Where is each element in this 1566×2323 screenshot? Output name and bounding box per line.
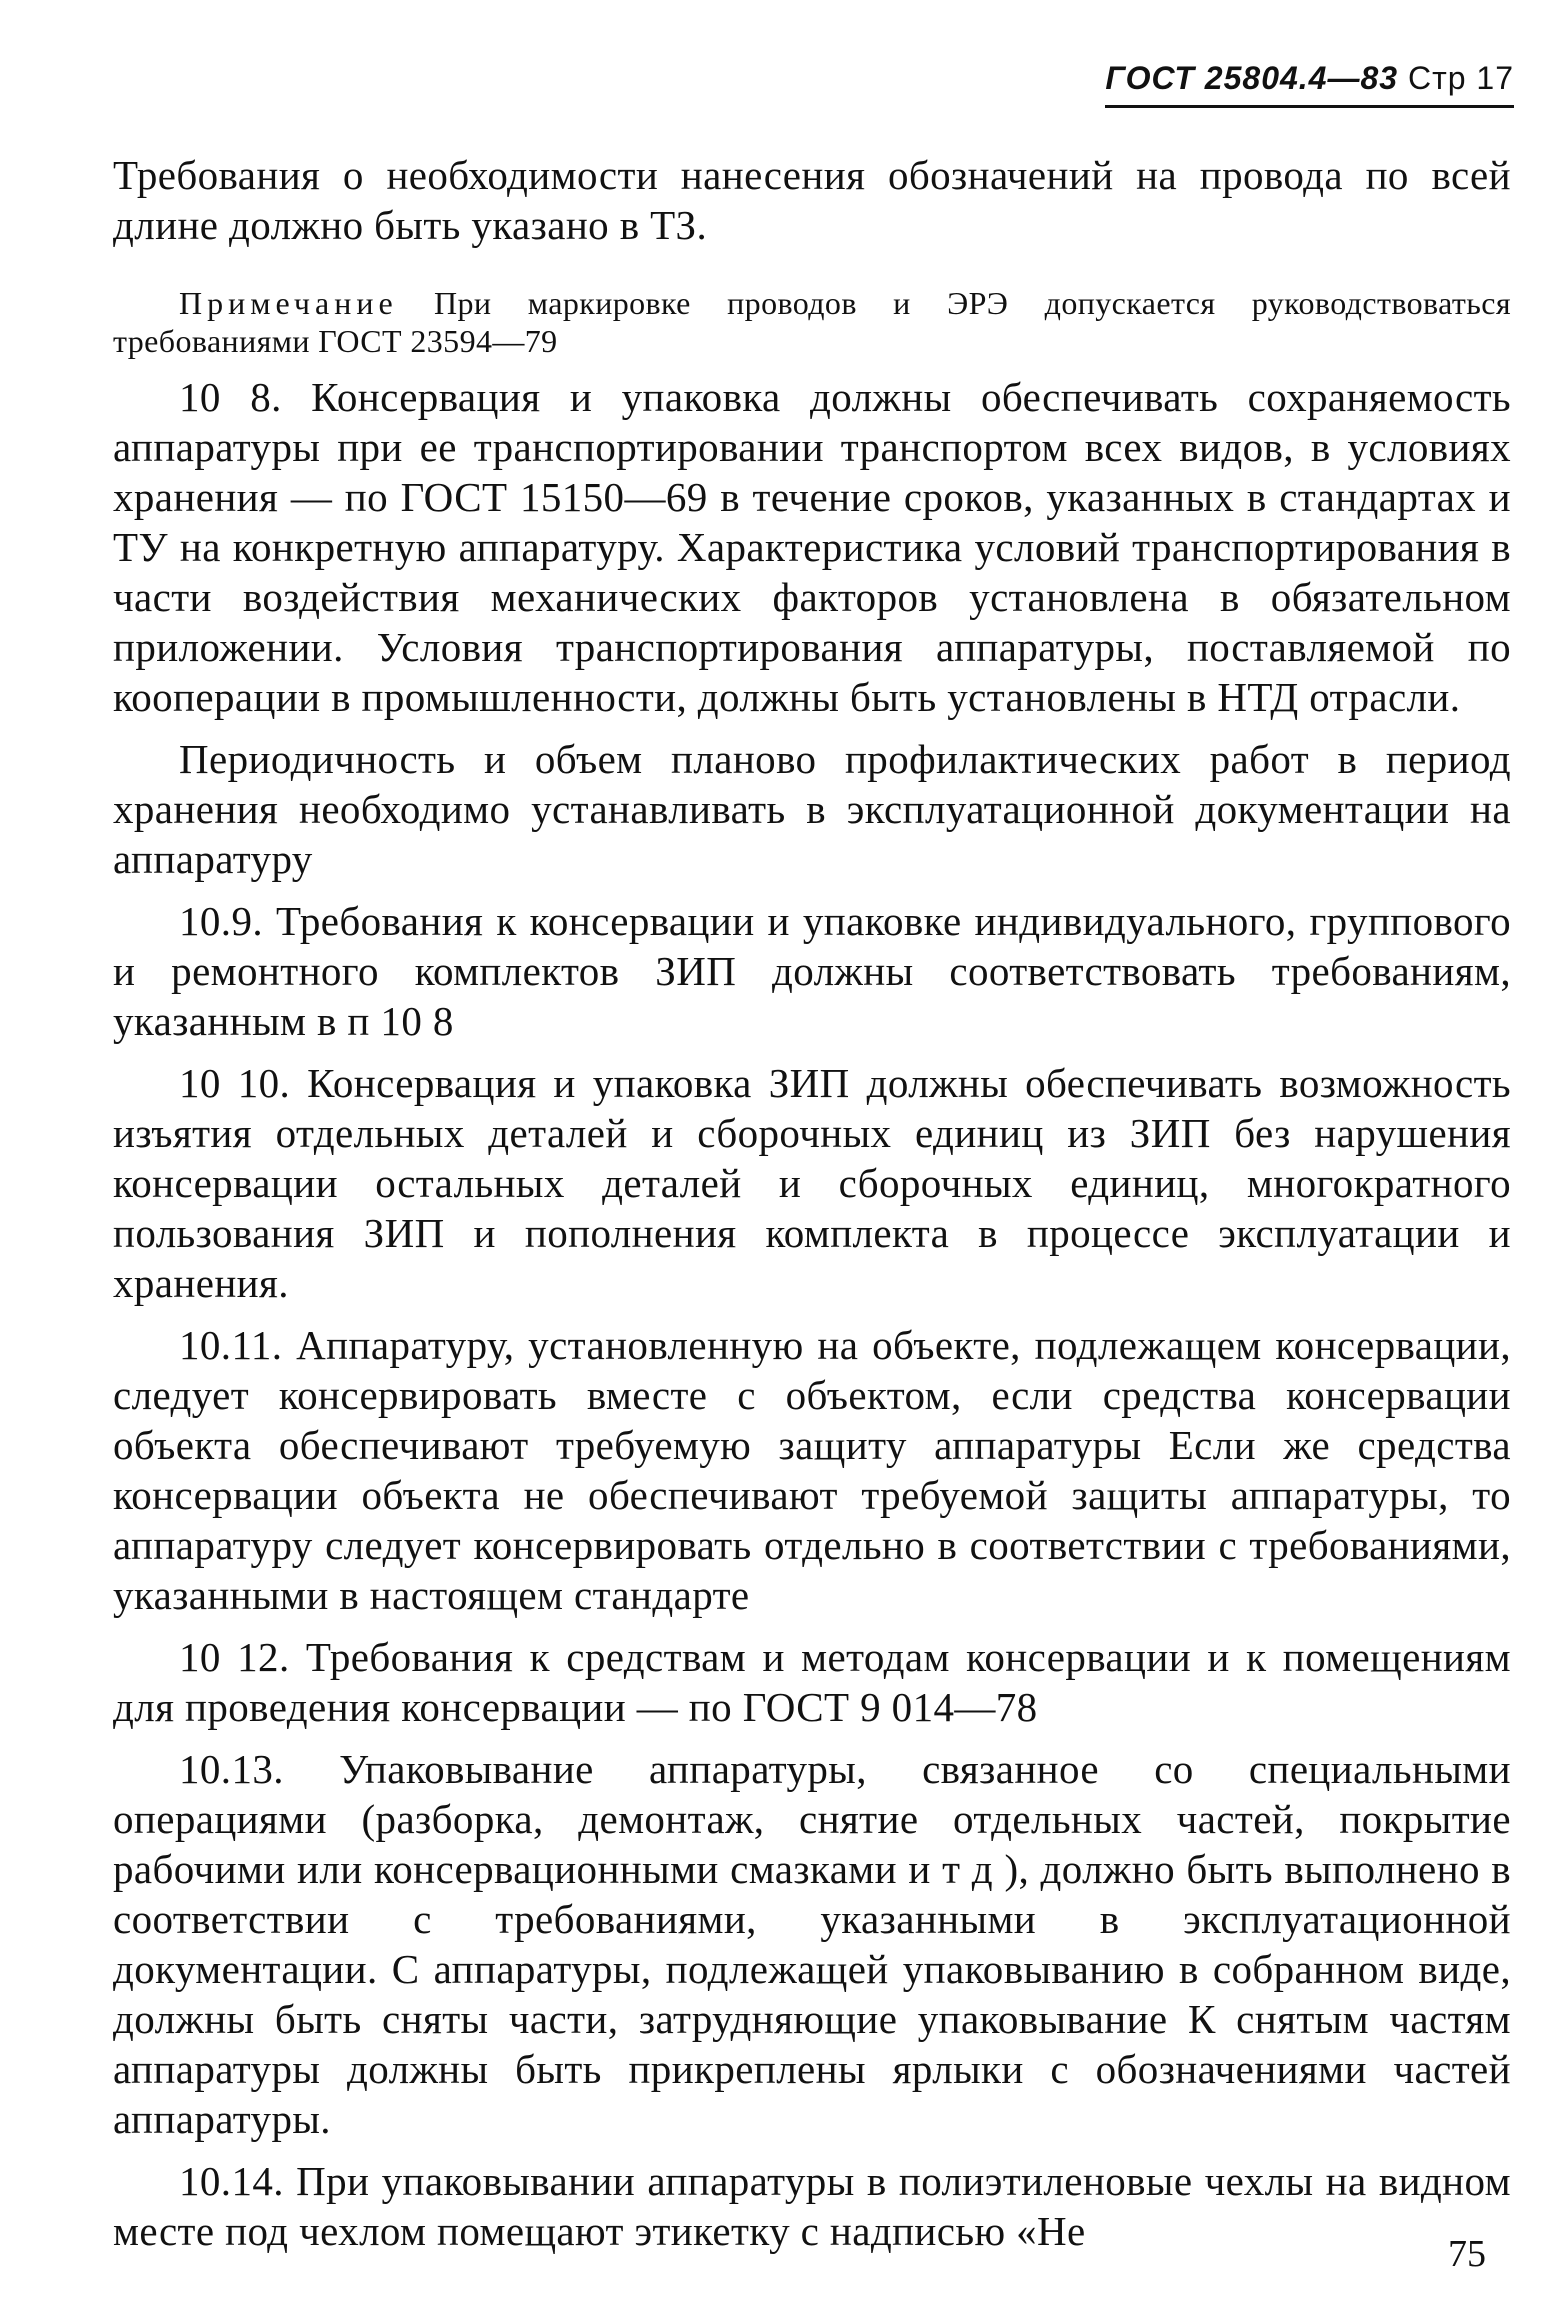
- note-label: Примечание: [179, 285, 398, 321]
- note: [113, 284, 1511, 360]
- paragraph-10-10: 10 10. Консервация и упаковка ЗИП должны обеспечивать возможность изъятия отдельных деталей и сборочных единиц из ЗИП без нарушения консервации остальных деталей и сборочных единиц, многократного пользования ЗИП и пополнения комплекта в процессе эксплуатации и хранения.: [113, 1060, 1511, 1306]
- note-text: При маркировке проводов и ЭРЭ допускается руководствоваться требованиями ГОСТ 23594—79: [113, 285, 1511, 359]
- paragraph-periodicity: Периодичность и объем планово профилактических работ в период хранения необходимо устанавливать в эксплуатационной документации на аппаратуру: [113, 736, 1511, 882]
- paragraph-10-13: 10.13. Упаковывание аппаратуры, связанное со специальными операциями (разборка, демонтаж, снятие отдельных частей, покрытие рабочими или консервационными смазками и т д ), должно быть выполнено в соответствии с требованиями, указанными в эксплуатационной документации. С аппаратуры, подлежащей упаковыванию в собранном виде, должны быть сняты части, затрудняющие упаковывание К снятым частям аппаратуры должны быть прикреплены ярлыки с обозначениями частей аппаратуры.: [113, 1746, 1511, 2142]
- paragraph-10-8: 10 8. Консервация и упаковка должны обеспечивать сохраняемость аппаратуры при ее транспортировании транспортом всех видов, в условиях хранения — по ГОСТ 15150—69 в течение сроков, указанных в стандартах и ТУ на конкретную аппаратуру. Характеристика условий транспортирования в части воздействия механических факторов установлена в обязательном приложении. Условия транспортирования аппаратуры, поставляемой по кооперации в промышленности, должны быть установлены в НТД отрасли.: [113, 374, 1511, 720]
- paragraph-10-9: 10.9. Требования к консервации и упаковке индивидуального, группового и ремонтного комплектов ЗИП должны соответствовать требованиям, указанным в п 10 8: [113, 898, 1511, 1044]
- paragraph-10-11: 10.11. Аппаратуру, установленную на объекте, подлежащем консервации, следует консервировать вместе с объектом, если средства консервации объекта обеспечивают требуемую защиту аппаратуры Если же средства консервации объекта не обеспечивают требуемой защиты аппаратуры, то аппаратуру следует консервировать отдельно в соответствии с требованиями, указанными в настоящем стандарте: [113, 1322, 1511, 1618]
- paragraph-intro: Требования о необходимости нанесения обозначений на провода по всей длине должно быть указано в ТЗ.: [113, 152, 1511, 248]
- page-number: 75: [1448, 2233, 1486, 2275]
- page-label: Стр 17: [1407, 60, 1514, 96]
- paragraph-10-12: 10 12. Требования к средствам и методам консервации и к помещениям для проведения консервации — по ГОСТ 9 014—78: [113, 1634, 1511, 1730]
- paragraph-10-14: 10.14. При упаковывании аппаратуры в полиэтиленовые чехлы на видном месте под чехлом помещают этикетку с надписью «Не: [113, 2158, 1511, 2254]
- standard-code: ГОСТ 25804.4—83: [1105, 60, 1399, 96]
- page-header: [1105, 60, 1514, 108]
- document-body: [113, 150, 1511, 2268]
